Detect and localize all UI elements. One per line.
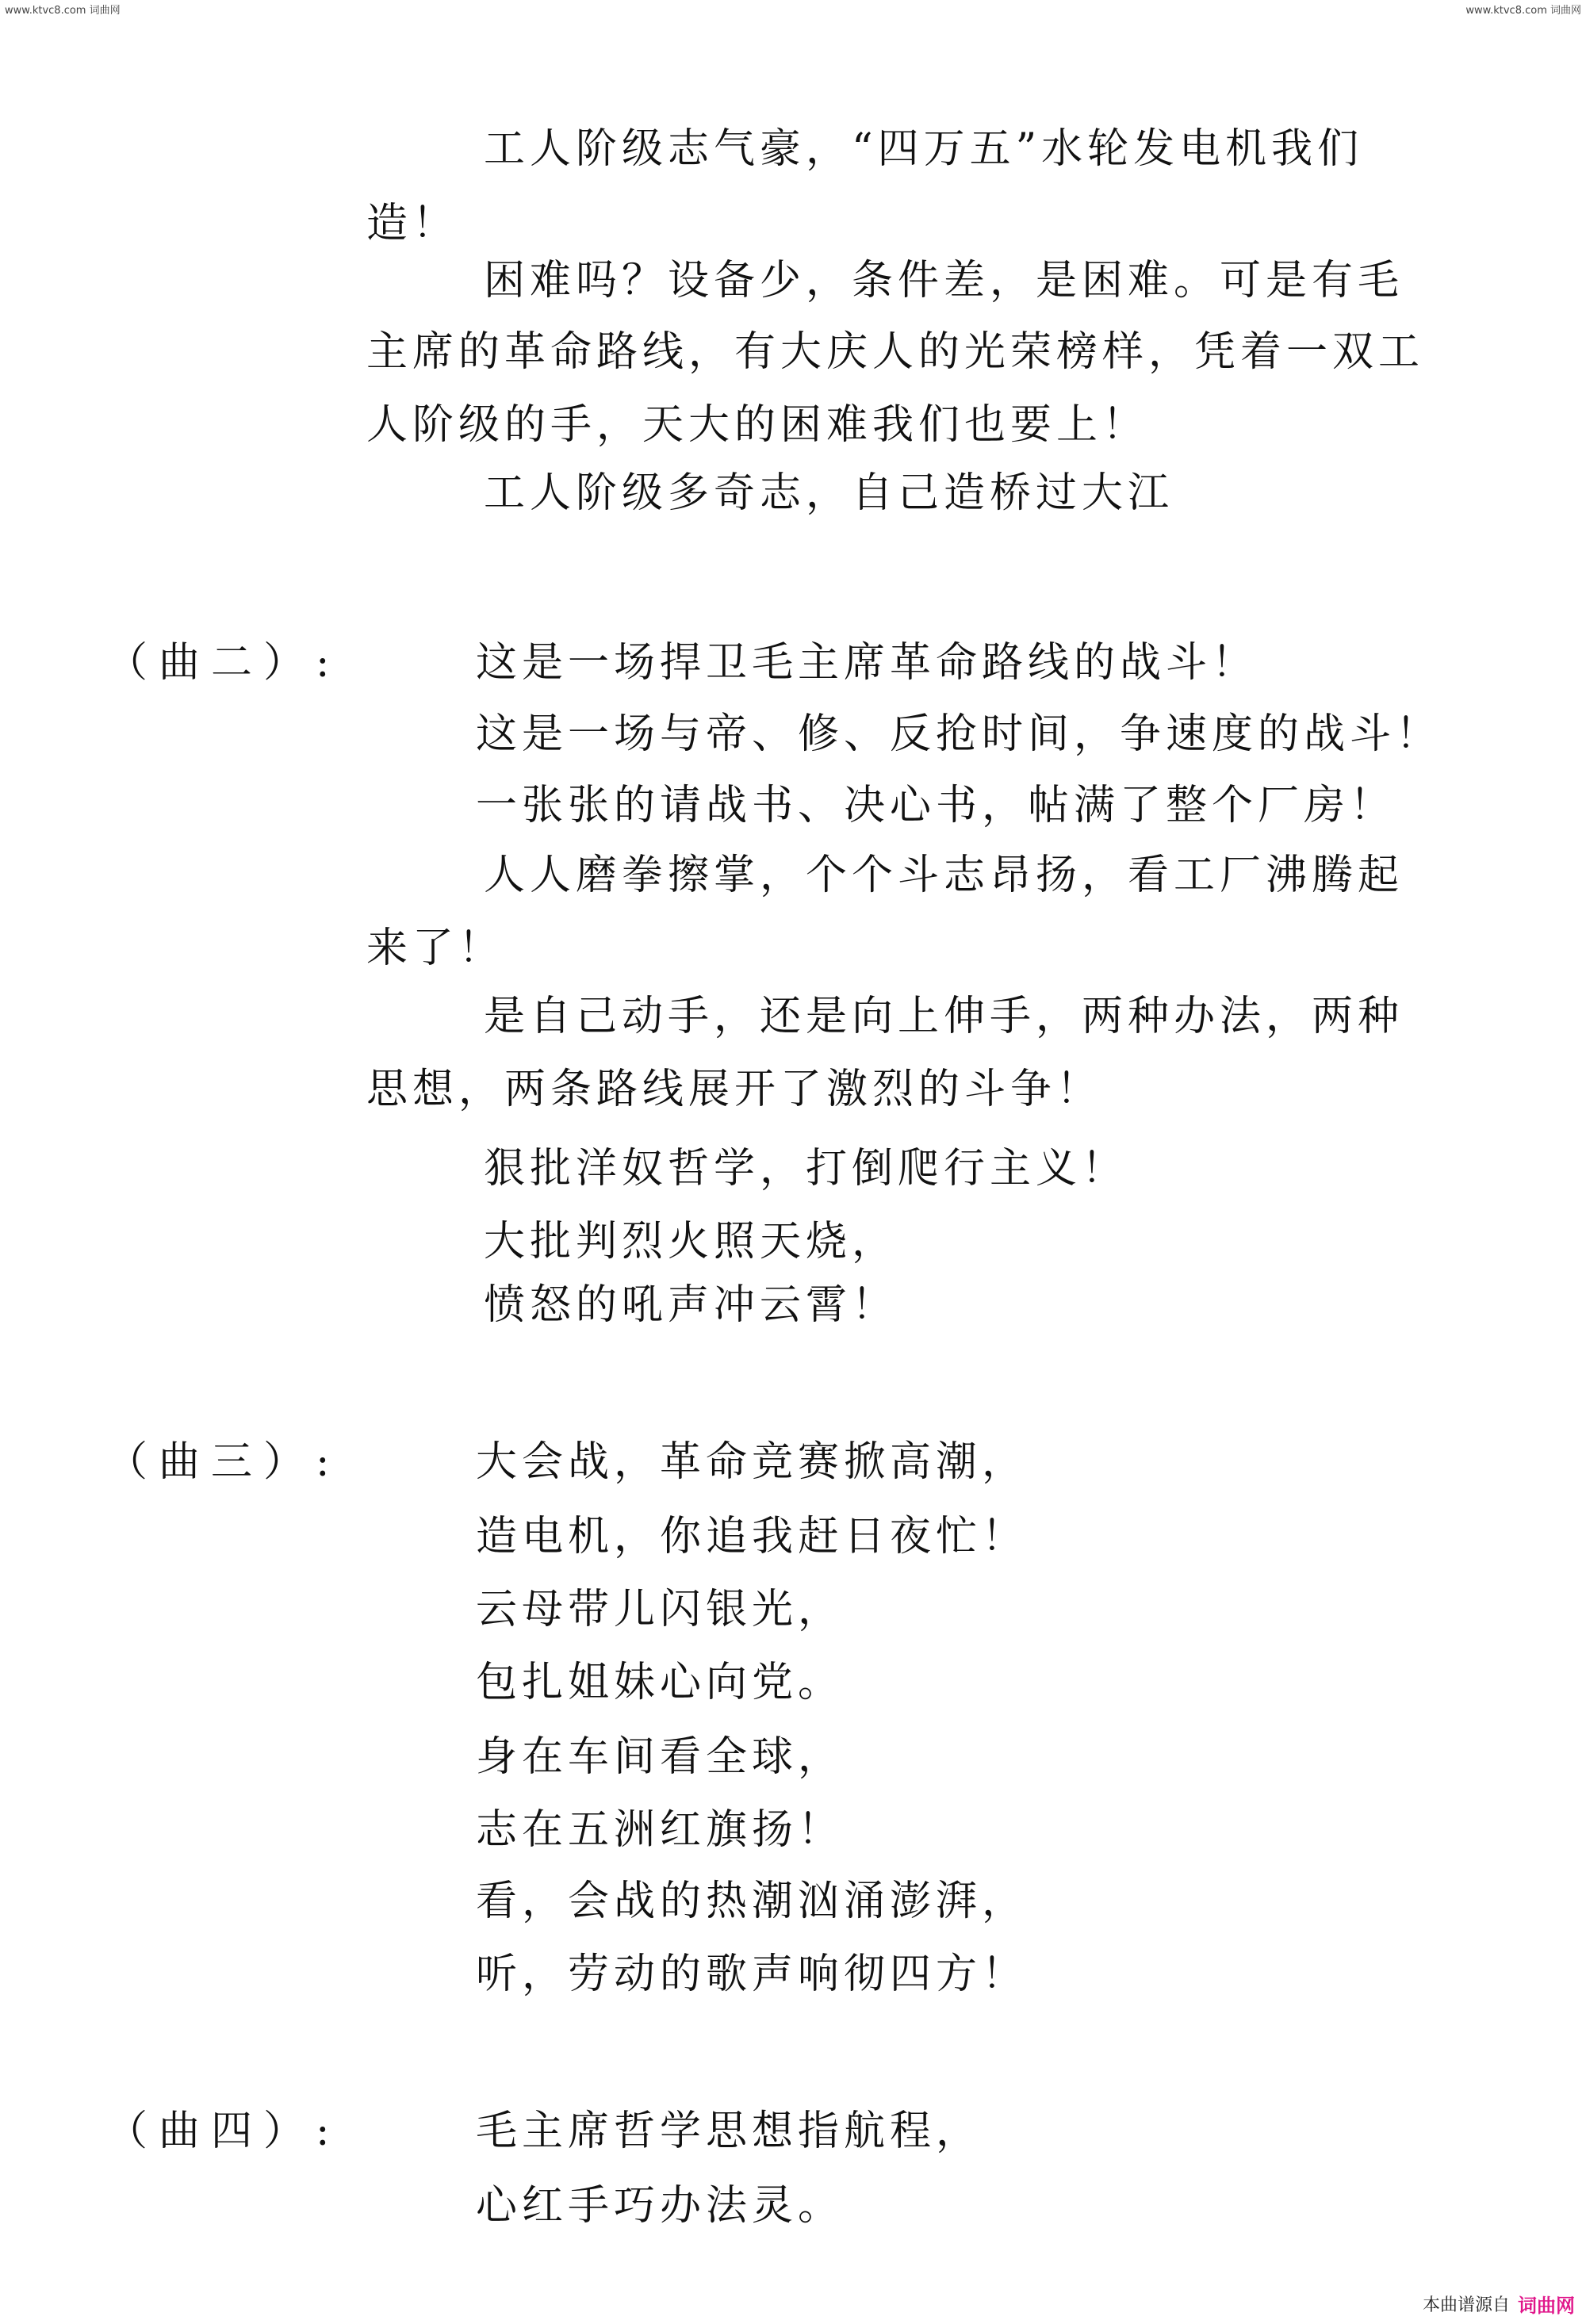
text-line: 思想，两条路线展开了激烈的斗争！ (366, 1066, 1103, 1113)
text-line: 包扎姐妹心向党。 (476, 1659, 845, 1706)
text-line: 造电机，你追我赶日夜忙！ (476, 1513, 1029, 1560)
watermark-left: www.ktvc8.com 词曲网 (5, 5, 121, 17)
text-line: 主席的革命路线，有大庆人的光荣榜样，凭着一双工 (366, 328, 1425, 376)
text-line: 人阶级的手，天大的困难我们也要上！ (366, 401, 1149, 449)
text-line: 云母带儿闪银光， (476, 1586, 845, 1633)
text-line: 一张张的请战书、决心书，帖满了整个厂房！ (476, 782, 1396, 829)
text-line: 大批判烈火照天烧， (484, 1218, 898, 1265)
section-label: （曲四）: (106, 2108, 341, 2155)
text-line: 来了！ (366, 925, 505, 972)
footer-brand-link[interactable]: 词曲网 (1518, 2295, 1575, 2317)
text-line: 心红手巧办法灵。 (476, 2182, 845, 2230)
text-line: 身在车间看全球， (476, 1733, 845, 1781)
text-line: 工人阶级多奇志，自己造桥过大江 (484, 469, 1174, 517)
text-line: 看，会战的热潮汹涌澎湃， (476, 1878, 1029, 1925)
text-line: 工人阶级志气豪，“四万五”水轮发电机我们 (484, 125, 1364, 173)
text-line: 这是一场与帝、修、反抢时间，争速度的战斗！ (476, 710, 1442, 758)
section-label: （曲三）: (106, 1438, 341, 1486)
text-line: 人人磨拳擦掌，个个斗志昂扬，看工厂沸腾起 (484, 852, 1404, 899)
text-line: 毛主席哲学思想指航程， (476, 2108, 983, 2155)
text-line: 困难吗？设备少，条件差，是困难。可是有毛 (484, 257, 1404, 304)
source-footer (1423, 2290, 1575, 2318)
text-line: 志在五洲红旗扬！ (476, 1806, 845, 1854)
text-line: 这是一场捍卫毛主席革命路线的战斗！ (476, 639, 1258, 687)
section-label: （曲二）: (106, 639, 341, 687)
text-line: 造！ (366, 200, 459, 247)
footer-text: 本曲谱源自 (1422, 2295, 1510, 2315)
text-line: 是自己动手，还是向上伸手，两种办法，两种 (484, 993, 1404, 1040)
watermark-right: www.ktvc8.com 词曲网 (1465, 5, 1581, 17)
text-line: 愤怒的吼声冲云霄！ (484, 1281, 898, 1329)
text-line: 狠批洋奴哲学，打倒爬行主义！ (484, 1145, 1128, 1193)
text-line: 大会战，革命竞赛掀高潮， (476, 1438, 1029, 1486)
text-line: 听，劳动的歌声响彻四方！ (476, 1951, 1029, 1998)
